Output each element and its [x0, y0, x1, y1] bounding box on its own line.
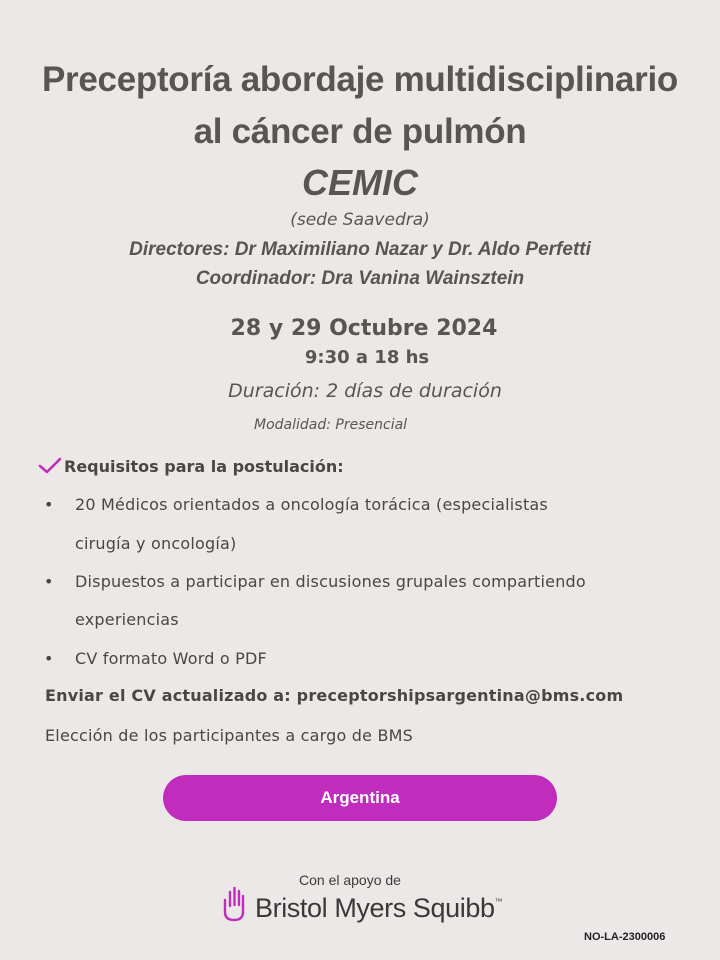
- argentina-button[interactable]: Argentina: [163, 775, 557, 821]
- event-dates: 28 y 29 Octubre 2024: [230, 316, 498, 341]
- list-item-line: Dispuestos a participar en discusiones grupales compartiendo: [75, 572, 586, 591]
- requirements-heading: Requisitos para la postulación:: [64, 457, 344, 476]
- selection-note: Elección de los participantes a cargo de BMS: [45, 726, 413, 745]
- venue-note: (sede Saavedra): [290, 210, 430, 230]
- coordinator-line: Coordinador: Dra Vanina Wainsztein: [195, 268, 525, 289]
- list-item-line: cirugía y oncología): [75, 534, 237, 553]
- event-hours: 9:30 a 18 hs: [304, 347, 430, 368]
- bullet: •: [44, 572, 54, 591]
- document-code: NO-LA-2300006: [584, 931, 666, 943]
- bullet: •: [44, 649, 54, 668]
- bms-hand-logo-icon: [222, 886, 248, 926]
- institution-name: CEMIC: [302, 162, 418, 203]
- directors-line: Directores: Dr Maximiliano Nazar y Dr. Aldo Perfetti: [129, 239, 591, 260]
- list-item-line: experiencias: [75, 610, 179, 629]
- title-line-1: Preceptoría abordaje multidisciplinario: [42, 60, 678, 99]
- event-modality: Modalidad: Presencial: [254, 417, 408, 433]
- list-item-line: CV formato Word o PDF: [75, 649, 267, 668]
- support-text: Con el apoyo de: [299, 872, 401, 888]
- checkmark-icon: [38, 456, 62, 480]
- event-duration: Duración: 2 días de duración: [228, 380, 502, 402]
- bullet: •: [44, 495, 54, 514]
- trademark: ™: [494, 897, 503, 906]
- send-cv-instruction: Enviar el CV actualizado a: preceptorshipsargentina@bms.com: [45, 686, 624, 705]
- brand-wordmark: [255, 893, 502, 924]
- title-line-2: al cáncer de pulmón: [193, 112, 527, 151]
- list-item-line: 20 Médicos orientados a oncología torácica (especialistas: [75, 495, 548, 514]
- brand-name: Bristol Myers Squibb: [255, 893, 495, 923]
